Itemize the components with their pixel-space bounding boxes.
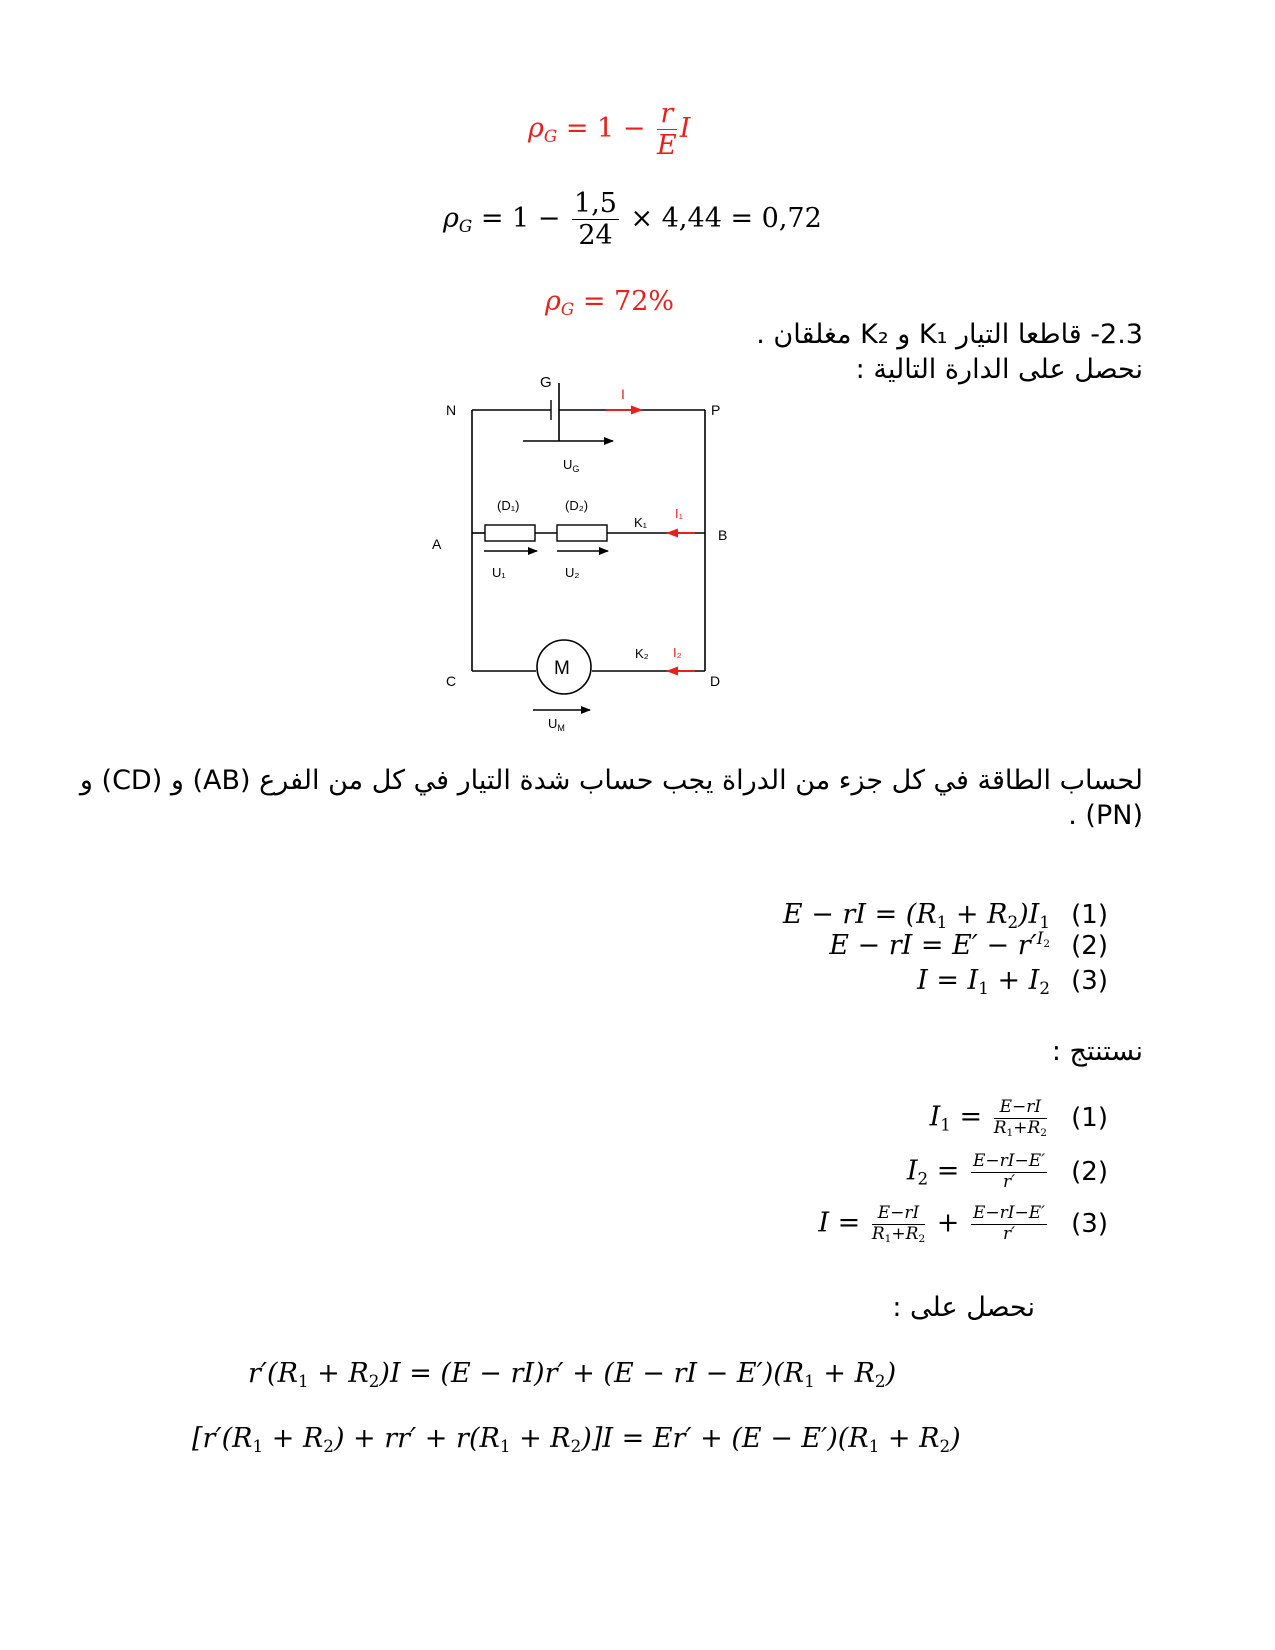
label-d1: (D₁) (497, 498, 520, 513)
label-um: $U_M$ (548, 716, 565, 733)
section-heading: 2.3- قاطعا التيار K₁ و K₂ مغلقان . (756, 319, 1143, 350)
section-subheading: نحصل على الدارة التالية : (855, 354, 1143, 385)
system-eq-1: E − rI = $(R_1 + R_2)I_1$ (1) (782, 899, 1108, 933)
label-c: C (446, 673, 457, 689)
label-p: P (711, 402, 721, 418)
final-eq-2: $[r'(R_1 + R_2) + rr' + r(R_1 + R_2)]I = Er' + (E - E')(R_1 + R_2)$ (192, 1423, 961, 1457)
equation-efficiency-percent: $\rho_G = 72\%$ (545, 286, 675, 320)
final-eq-1: $r'(R_1 + R_2)I = (E - rI)r' + (E$ − rI − $E')(R_1 + R_2)$ (248, 1358, 897, 1392)
obtain-label: نحصل على : (892, 1292, 1035, 1323)
label-g: G (540, 374, 552, 391)
solved-eq-1: $I_1$ = $\frac{E-rI}{R_1+R_2}$ (1) (929, 1097, 1108, 1139)
label-a: A (432, 536, 442, 552)
circuit-diagram (420, 365, 750, 735)
label-k1: K₁ (634, 515, 648, 530)
deduce-label: نستنتج : (1051, 1036, 1143, 1067)
label-ug: $U_G$ (563, 457, 580, 474)
system-eq-2: E − rI = $E' - r'^{I_2}$ (2) (829, 928, 1108, 961)
label-u1: U₁ (492, 565, 506, 580)
resistor-d2 (557, 525, 607, 541)
label-b: B (718, 527, 728, 543)
resistor-d1 (485, 525, 535, 541)
paragraph-line-1: لحساب الطاقة في كل جزء من الدراة يجب حساب شدة التيار في كل من الفرع (AB) و (CD) و (79, 765, 1143, 796)
label-k2: K₂ (635, 646, 649, 661)
equation-efficiency-formula: $\rho_G = 1$ − $\frac{r}{E}$ I (528, 98, 691, 162)
label-i2: I₂ (673, 645, 682, 660)
system-eq-3: $I = I_1 + I_2$ (3) (917, 965, 1108, 999)
paragraph-line-2: (PN) . (1068, 800, 1143, 831)
label-u2: U₂ (565, 565, 580, 580)
label-d2: (D₂) (565, 498, 589, 513)
solved-eq-3: I = $\frac{E-rI}{R_1+R_2}$ + $\frac{E-rI-E'}{r'}$ (3) (818, 1203, 1108, 1245)
label-i: I (621, 386, 625, 402)
label-n: N (446, 402, 457, 418)
label-m: M (554, 658, 570, 679)
label-d: D (710, 673, 721, 689)
label-i1: I₁ (675, 506, 683, 521)
solved-eq-2: $I_2$ = $\frac{E-rI-E'}{r'}$ (2) (906, 1151, 1108, 1192)
equation-efficiency-numeric: $\rho_G = 1$ − $\frac{1,5}{24}$ × 4,44 = 0,72 (443, 188, 822, 252)
